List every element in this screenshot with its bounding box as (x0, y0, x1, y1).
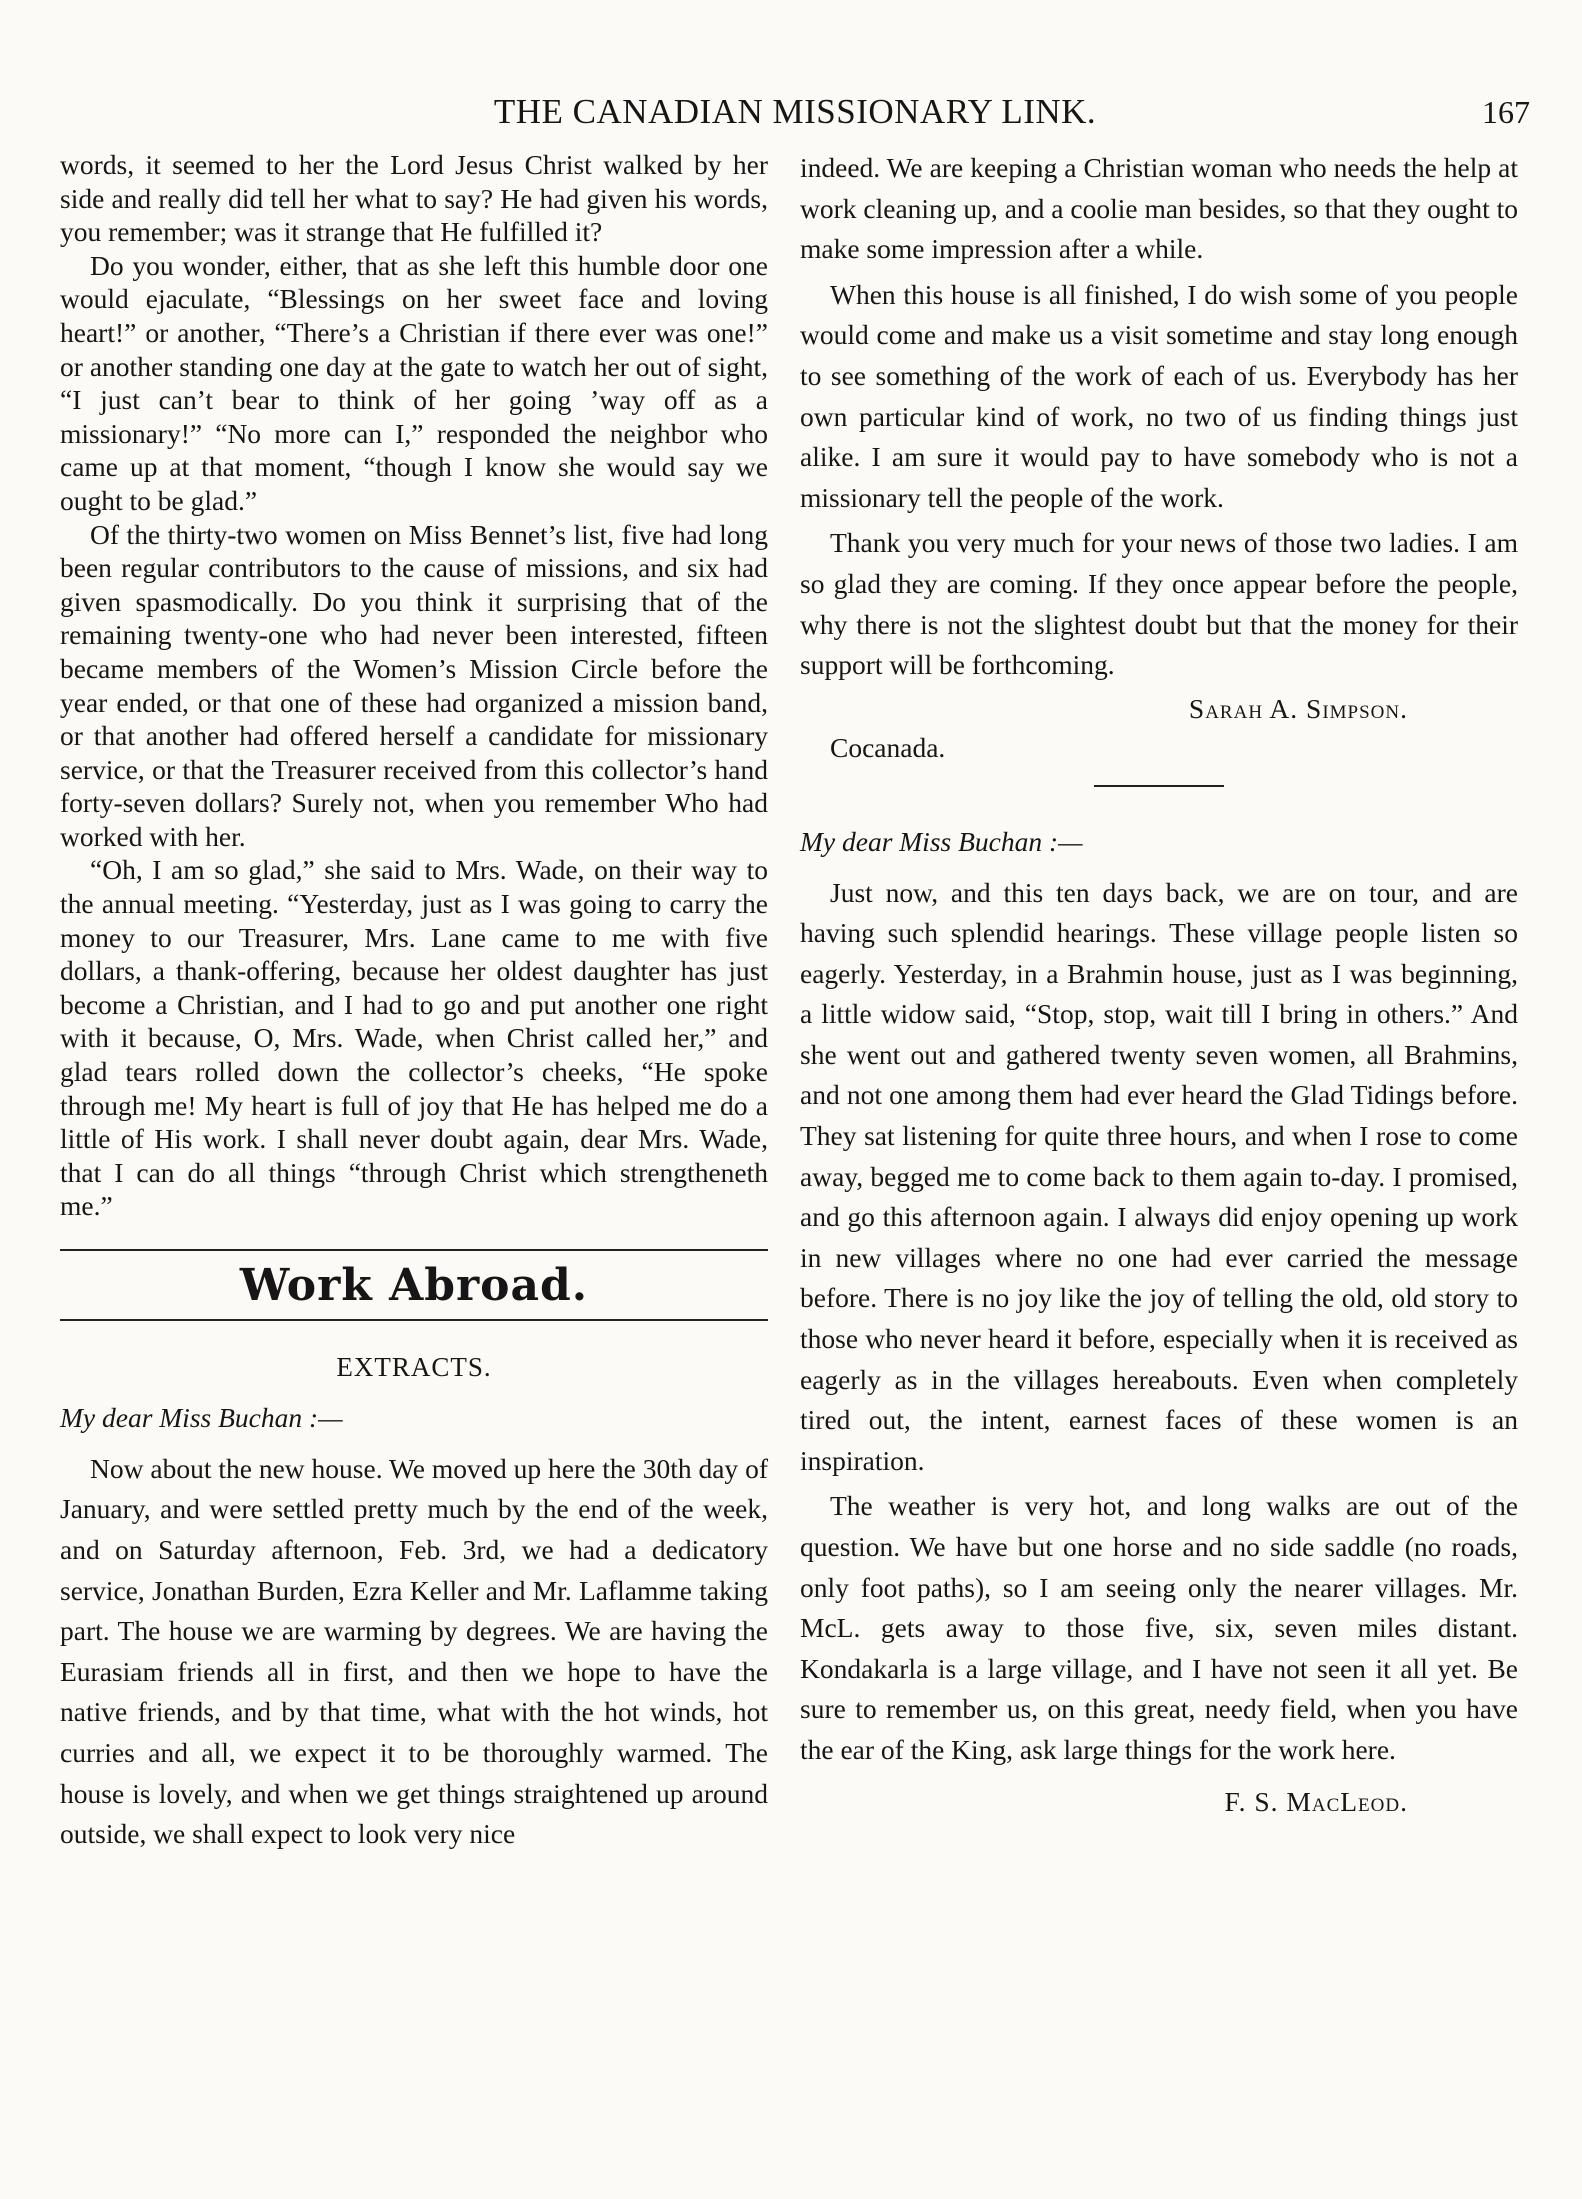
page-header (60, 92, 1530, 144)
separator-rule (1094, 785, 1224, 787)
signature: Sarah A. Simpson. (1188, 692, 1408, 724)
section-rule-bottom (60, 1319, 768, 1321)
paragraph: Now about the new house. We moved up here the 30th day of January, and were settled pretty much by the end of the week, and on Saturday afternoon, Feb. 3rd, we had a dedicatory service, Jonathan Burden, Ezra Keller and Mr. Laflamme taking part. The house we are warming by degrees. We are having the Eurasiam friends all in first, and then we hope to have the native friends, and by that time, what with the hot winds, hot curries and all, we expect it to be thoroughly warmed. The house is lovely, and when we get things straightened up around outside, we shall expect to look very nice (60, 1452, 768, 1850)
paragraph: indeed. We are keeping a Christian woman who needs the help at work cleaning up, and a coolie man besides, so that they ought to make some impression after a while. (800, 152, 1518, 265)
letter-1-start (60, 1398, 768, 1855)
salutation: My dear Miss Buchan :— (800, 825, 1083, 857)
paragraph: “Oh, I am so glad,” she said to Mrs. Wade, on their way to the annual meeting. “Yesterday, just as I was going to carry the money to our Treasurer, Mrs. Lane came to me with five dollars, a thank-offering, because her oldest daughter has just become a Christian, and I had to go and put another one right with it because, O, Mrs. Wade, when Christ called her,” and glad tears rolled down the collector’s cheeks, “He spoke through me! My heart is full of joy that He has helped me do a little of His work. I shall never doubt again, dear Mrs. Wade, that I can do all things “through Christ which strengtheneth me.” (60, 854, 768, 1222)
paragraph: Just now, and this ten days back, we are on tour, and are having such splendid hearings. These village people listen so eagerly. Yesterday, in a Brahmin house, just as I was beginning, a little widow said, “Stop, stop, wait till I bring in others.” And she went out and gathered twenty seven women, all Brahmins, and not one among them had ever heard the Glad Tidings before. They sat listening for quite three hours, and when I rose to come away, begged me to come back to them again to-day. I promised, and go this afternoon again. I always did enjoy opening up work in new villages where no one had ever carried the message before. There is no joy like the joy of telling the old, old story to those who never heard it before, especially when it is received as eagerly as in the villages hereabouts. Even when completely tired out, the intent, earnest faces of these women is an inspiration. (800, 876, 1518, 1476)
paragraph: words, it seemed to her the Lord Jesus Christ walked by her side and really did tell her what to say? He had given his words, you remember; was it strange that He fulfilled it? (60, 149, 768, 248)
running-title: THE CANADIAN MISSIONARY LINK. (493, 92, 1097, 131)
left-column (60, 148, 768, 1855)
place-name: Cocanada. (830, 732, 946, 764)
salutation: My dear Miss Buchan :— (60, 1402, 343, 1434)
paragraph: Do you wonder, either, that as she left this humble door one would ejaculate, “Blessings on her sweet face and loving heart!” or another, “There’s a Christian if there ever was one!” or another standing one day at the gate to watch her out of sight, “I just can’t bear to think of her going ’way off as a missionary!” “No more can I,” responded the neighbor who came up at that moment, “though I know she would say we ought to be glad.” (60, 249, 768, 516)
paragraph: Of the thirty-two women on Miss Bennet’s list, five had long been regular contributors to the cause of missions, and six had given spasmodically. Do you think it surprising that of the remaining twenty-one who had never been interested, fifteen became members of the Women’s Mission Circle before the year ended, or that one of these had organized a mission band, or that another had offered herself a candidate for missionary service, or that the Treasurer received from this collector’s hand forty-seven dollars? Surely not, when you remember Who had worked with her. (60, 518, 768, 852)
page-number: 167 (1482, 94, 1530, 130)
extracts-heading: EXTRACTS. (336, 1351, 492, 1382)
paragraph: When this house is all finished, I do wish some of you people would come and make us a visit sometime and stay long enough to see something of the work of each of us. Everybody has her own particular kind of work, no two of us finding things just alike. I am sure it would pay to have somebody who is not a missionary tell the people of the work. (800, 278, 1518, 513)
paragraph: The weather is very hot, and long walks are out of the question. We have but one horse and no side saddle (no roads, only foot paths), so I am seeing only the nearer villages. Mr. McL. gets away to those five, six, seven miles distant. Kondakarla is a large village, and I have not seen it all yet. Be sure to remember us, on this great, needy field, when you have the ear of the King, ask large things for the work here. (800, 1490, 1518, 1765)
signature: F. S. MacLeod. (1224, 1785, 1408, 1817)
section-title: Work Abroad. (239, 1260, 589, 1311)
right-column (800, 148, 1518, 1824)
section-rule-top (60, 1249, 768, 1251)
paragraph: Thank you very much for your news of those two ladies. I am so glad they are coming. If they once appear before the people, why there is not the slightest doubt but that the money for their support will be forthcoming. (800, 527, 1518, 681)
